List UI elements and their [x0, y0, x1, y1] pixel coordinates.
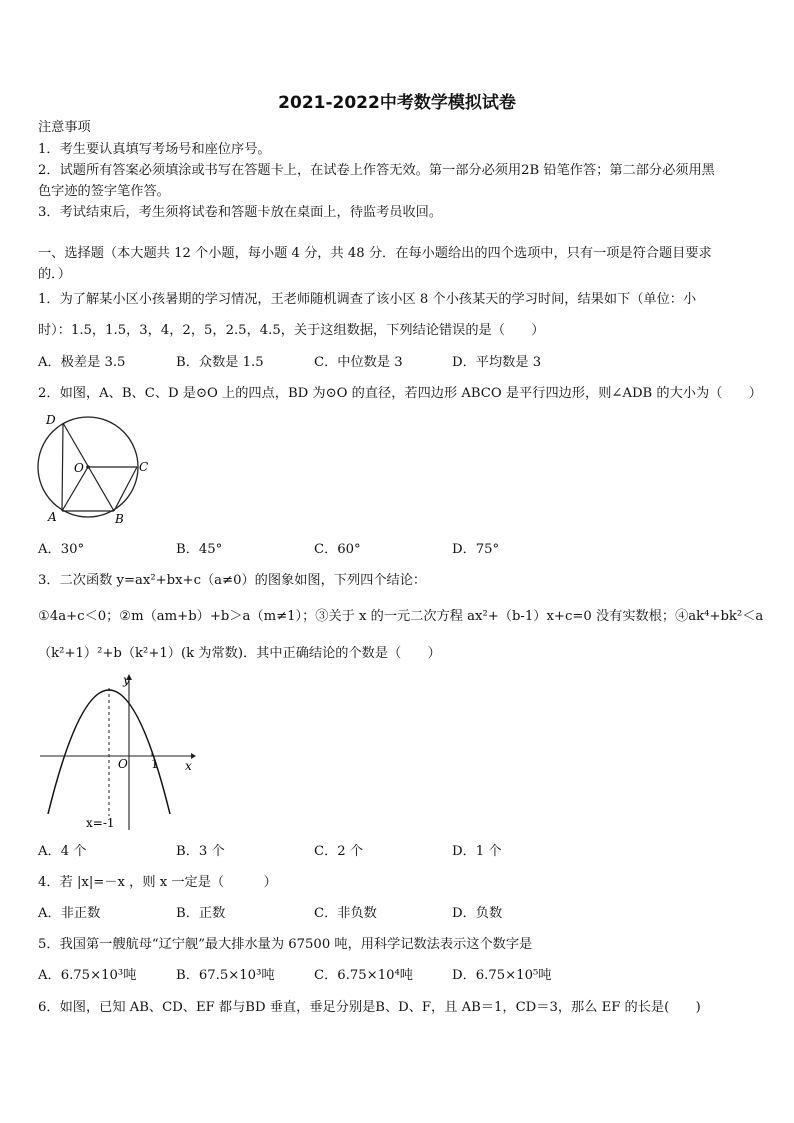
q5-stem: 5．我国第一艘航母“辽宁舰”最大排水量为 67500 吨，用科学记数法表示这个数字是 — [38, 937, 533, 952]
q4-option-b: B．正数 — [176, 906, 226, 921]
q1-option-b: B．众数是 1.5 — [176, 355, 264, 370]
q3-option-a: A．4 个 — [38, 844, 87, 859]
q4-stem: 4．若 |x|=－x ，则 x 一定是（ ） — [38, 875, 277, 890]
center-point — [86, 465, 90, 469]
q3-option-b: B．3 个 — [176, 844, 225, 859]
q5-option-c: C．6.75×10⁴吨 — [314, 968, 413, 983]
notice-item-3: 3．考试结束后，考生须将试卷和答题卡放在桌面上，待监考员收回。 — [38, 205, 443, 220]
q3-conclusions: ①4a+c＜0；②m（am+b）+b＞a（m≠1）；③关于 x 的一元二次方程 ax²+（b-1）x+c=0 没有实数根；④ak⁴+bk²＜a — [38, 609, 764, 624]
q3-parabola-figure — [36, 666, 196, 834]
chord-da — [62, 423, 63, 511]
q2-option-b: B．45° — [176, 542, 223, 557]
q1-option-c: C．中位数是 3 — [314, 355, 403, 370]
q3-option-d: D．1 个 — [452, 844, 502, 859]
section-heading: 一、选择题（本大题共 12 个小题，每小题 4 分，共 48 分．在每小题给出的四个选项中，只有一项是符合题目要求 — [38, 246, 712, 261]
exam-title: 2021-2022中考数学模拟试卷 — [278, 93, 516, 113]
q2-circle-figure — [36, 410, 154, 528]
q4-option-d: D．负数 — [452, 906, 503, 921]
notice-heading: 注意事项 — [38, 120, 91, 135]
label-b: B — [115, 512, 124, 526]
notice-item-2-cont: 色字迹的签字笔作答。 — [38, 184, 170, 199]
q3-stem: 3．二次函数 y=ax²+bx+c（a≠0）的图象如图，下列四个结论： — [38, 573, 427, 588]
label-d: D — [46, 413, 56, 427]
q1-stem-cont: 时）：1.5，1.5，3，4，2，5，2.5，4.5，关于这组数据，下列结论错误的是（ ） — [38, 323, 545, 338]
q1-option-a: A．极差是 3.5 — [38, 355, 126, 370]
q2-option-d: D．75° — [452, 542, 500, 557]
label-one: 1 — [151, 757, 159, 771]
q1-option-d: D．平均数是 3 — [452, 355, 542, 370]
q1-stem: 1．为了解某小区小孩暑期的学习情况，王老师随机调查了该小区 8 个小孩某天的学习时间，结果如下（单位：小 — [38, 292, 697, 307]
q4-option-c: C．非负数 — [314, 906, 377, 921]
q2-option-a: A．30° — [38, 542, 85, 557]
section-heading-cont: 的．） — [38, 267, 71, 282]
q3-option-c: C．2 个 — [314, 844, 364, 859]
q3-stem-cont: （k²+1）²+b（k²+1）(k 为常数)．其中正确结论的个数是（ ） — [38, 646, 441, 661]
notice-item-2: 2．试题所有答案必须填涂或书写在答题卡上，在试卷上作答无效。第一部分必须用2B 铅笔作答；第二部分必须用黑 — [38, 163, 715, 178]
notice-item-1: 1．考生要认真填写考场号和座位序号。 — [38, 142, 271, 157]
q5-option-d: D．6.75×10⁵吨 — [452, 968, 552, 983]
q5-option-b: B．67.5×10³吨 — [176, 968, 275, 983]
label-a: A — [48, 510, 57, 524]
q2-stem: 2．如图，A、B、C、D 是⊙O 上的四点，BD 为⊙O 的直径，若四边形 ABCO 是平行四边形，则∠ADB 的大小为（ ） — [38, 386, 762, 401]
label-origin: O — [118, 757, 128, 771]
q6-stem: 6．如图，已知 AB、CD、EF 都与BD 垂直，垂足分别是B、D、F，且 AB＝1，CD＝3，那么 EF 的长是( ) — [38, 1000, 701, 1015]
q2-option-c: C．60° — [314, 542, 361, 557]
label-y: y — [123, 673, 130, 687]
label-o: O — [74, 461, 84, 475]
label-x: x — [185, 759, 192, 773]
q5-option-a: A．6.75×10³吨 — [38, 968, 137, 983]
q4-option-a: A．非正数 — [38, 906, 101, 921]
label-symmetry: x=-1 — [86, 816, 115, 830]
label-c: C — [139, 460, 149, 474]
